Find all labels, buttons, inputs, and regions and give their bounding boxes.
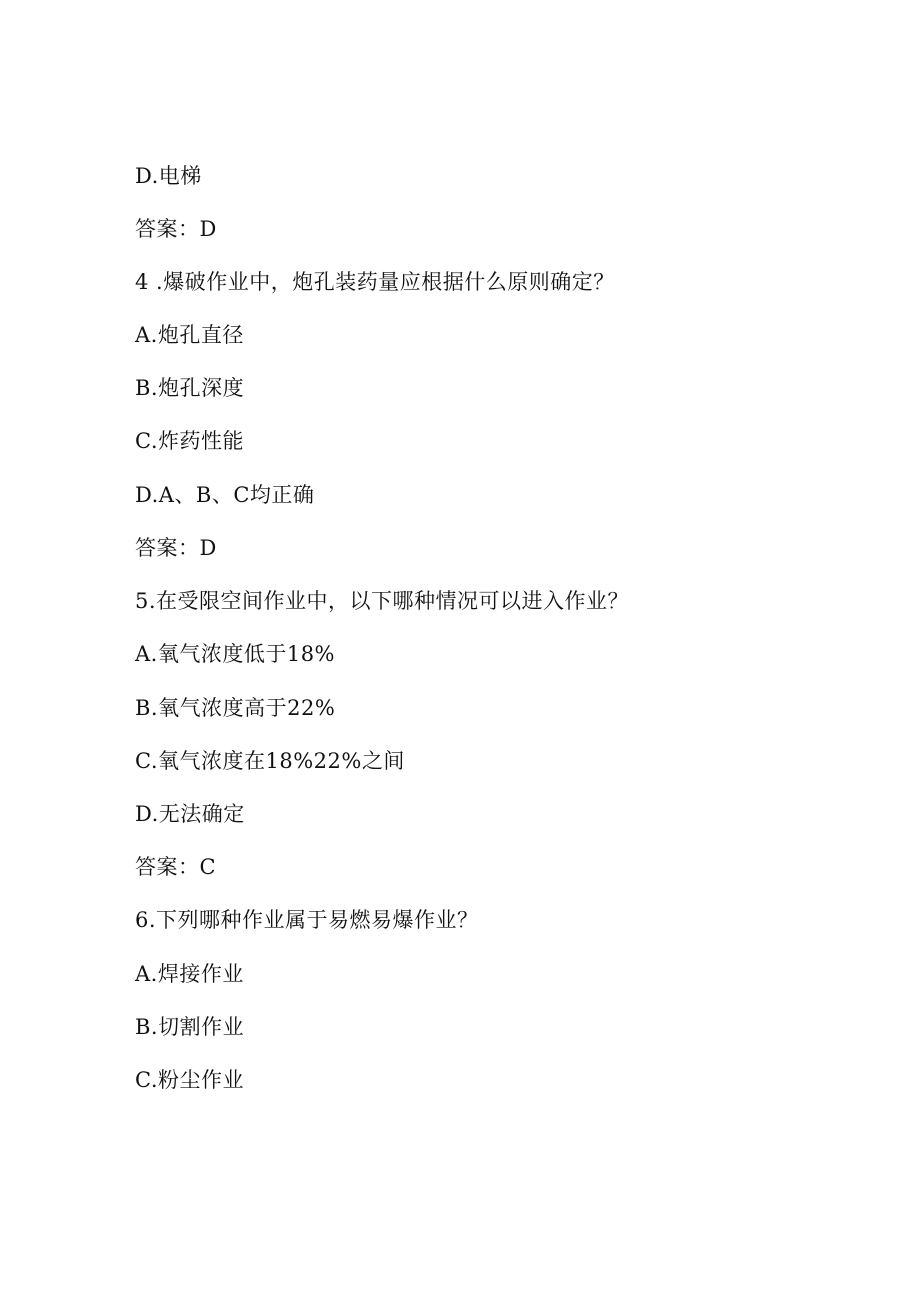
option-a-q6: A.焊接作业 [135, 962, 244, 986]
question-5: 5.在受限空间作业中，以下哪种情况可以进入作业？ [135, 589, 630, 613]
option-d-q5: D.无法确定 [135, 802, 245, 826]
option-d-q3: D.电梯 [135, 164, 202, 188]
answer-q5: 答案：C [135, 855, 217, 879]
answer-q3: 答案：D [135, 217, 217, 241]
option-b-q5: B.氧气浓度高于22% [135, 696, 336, 720]
option-b-q6: B.切割作业 [135, 1015, 245, 1039]
option-b-q4: B.炮孔深度 [135, 376, 245, 400]
option-d-q4: D.A、B、C均正确 [135, 483, 315, 507]
option-a-q4: A.炮孔直径 [135, 323, 244, 347]
option-c-q4: C.炸药性能 [135, 429, 244, 453]
answer-q4: 答案：D [135, 536, 217, 560]
option-a-q5: A.氧气浓度低于18% [135, 642, 336, 666]
option-c-q6: C.粉尘作业 [135, 1068, 244, 1092]
question-6: 6.下列哪种作业属于易燃易爆作业？ [135, 908, 479, 932]
question-4: 4 .爆破作业中，炮孔装药量应根据什么原则确定？ [135, 270, 615, 294]
option-c-q5: C.氧气浓度在18%22%之间 [135, 749, 405, 773]
